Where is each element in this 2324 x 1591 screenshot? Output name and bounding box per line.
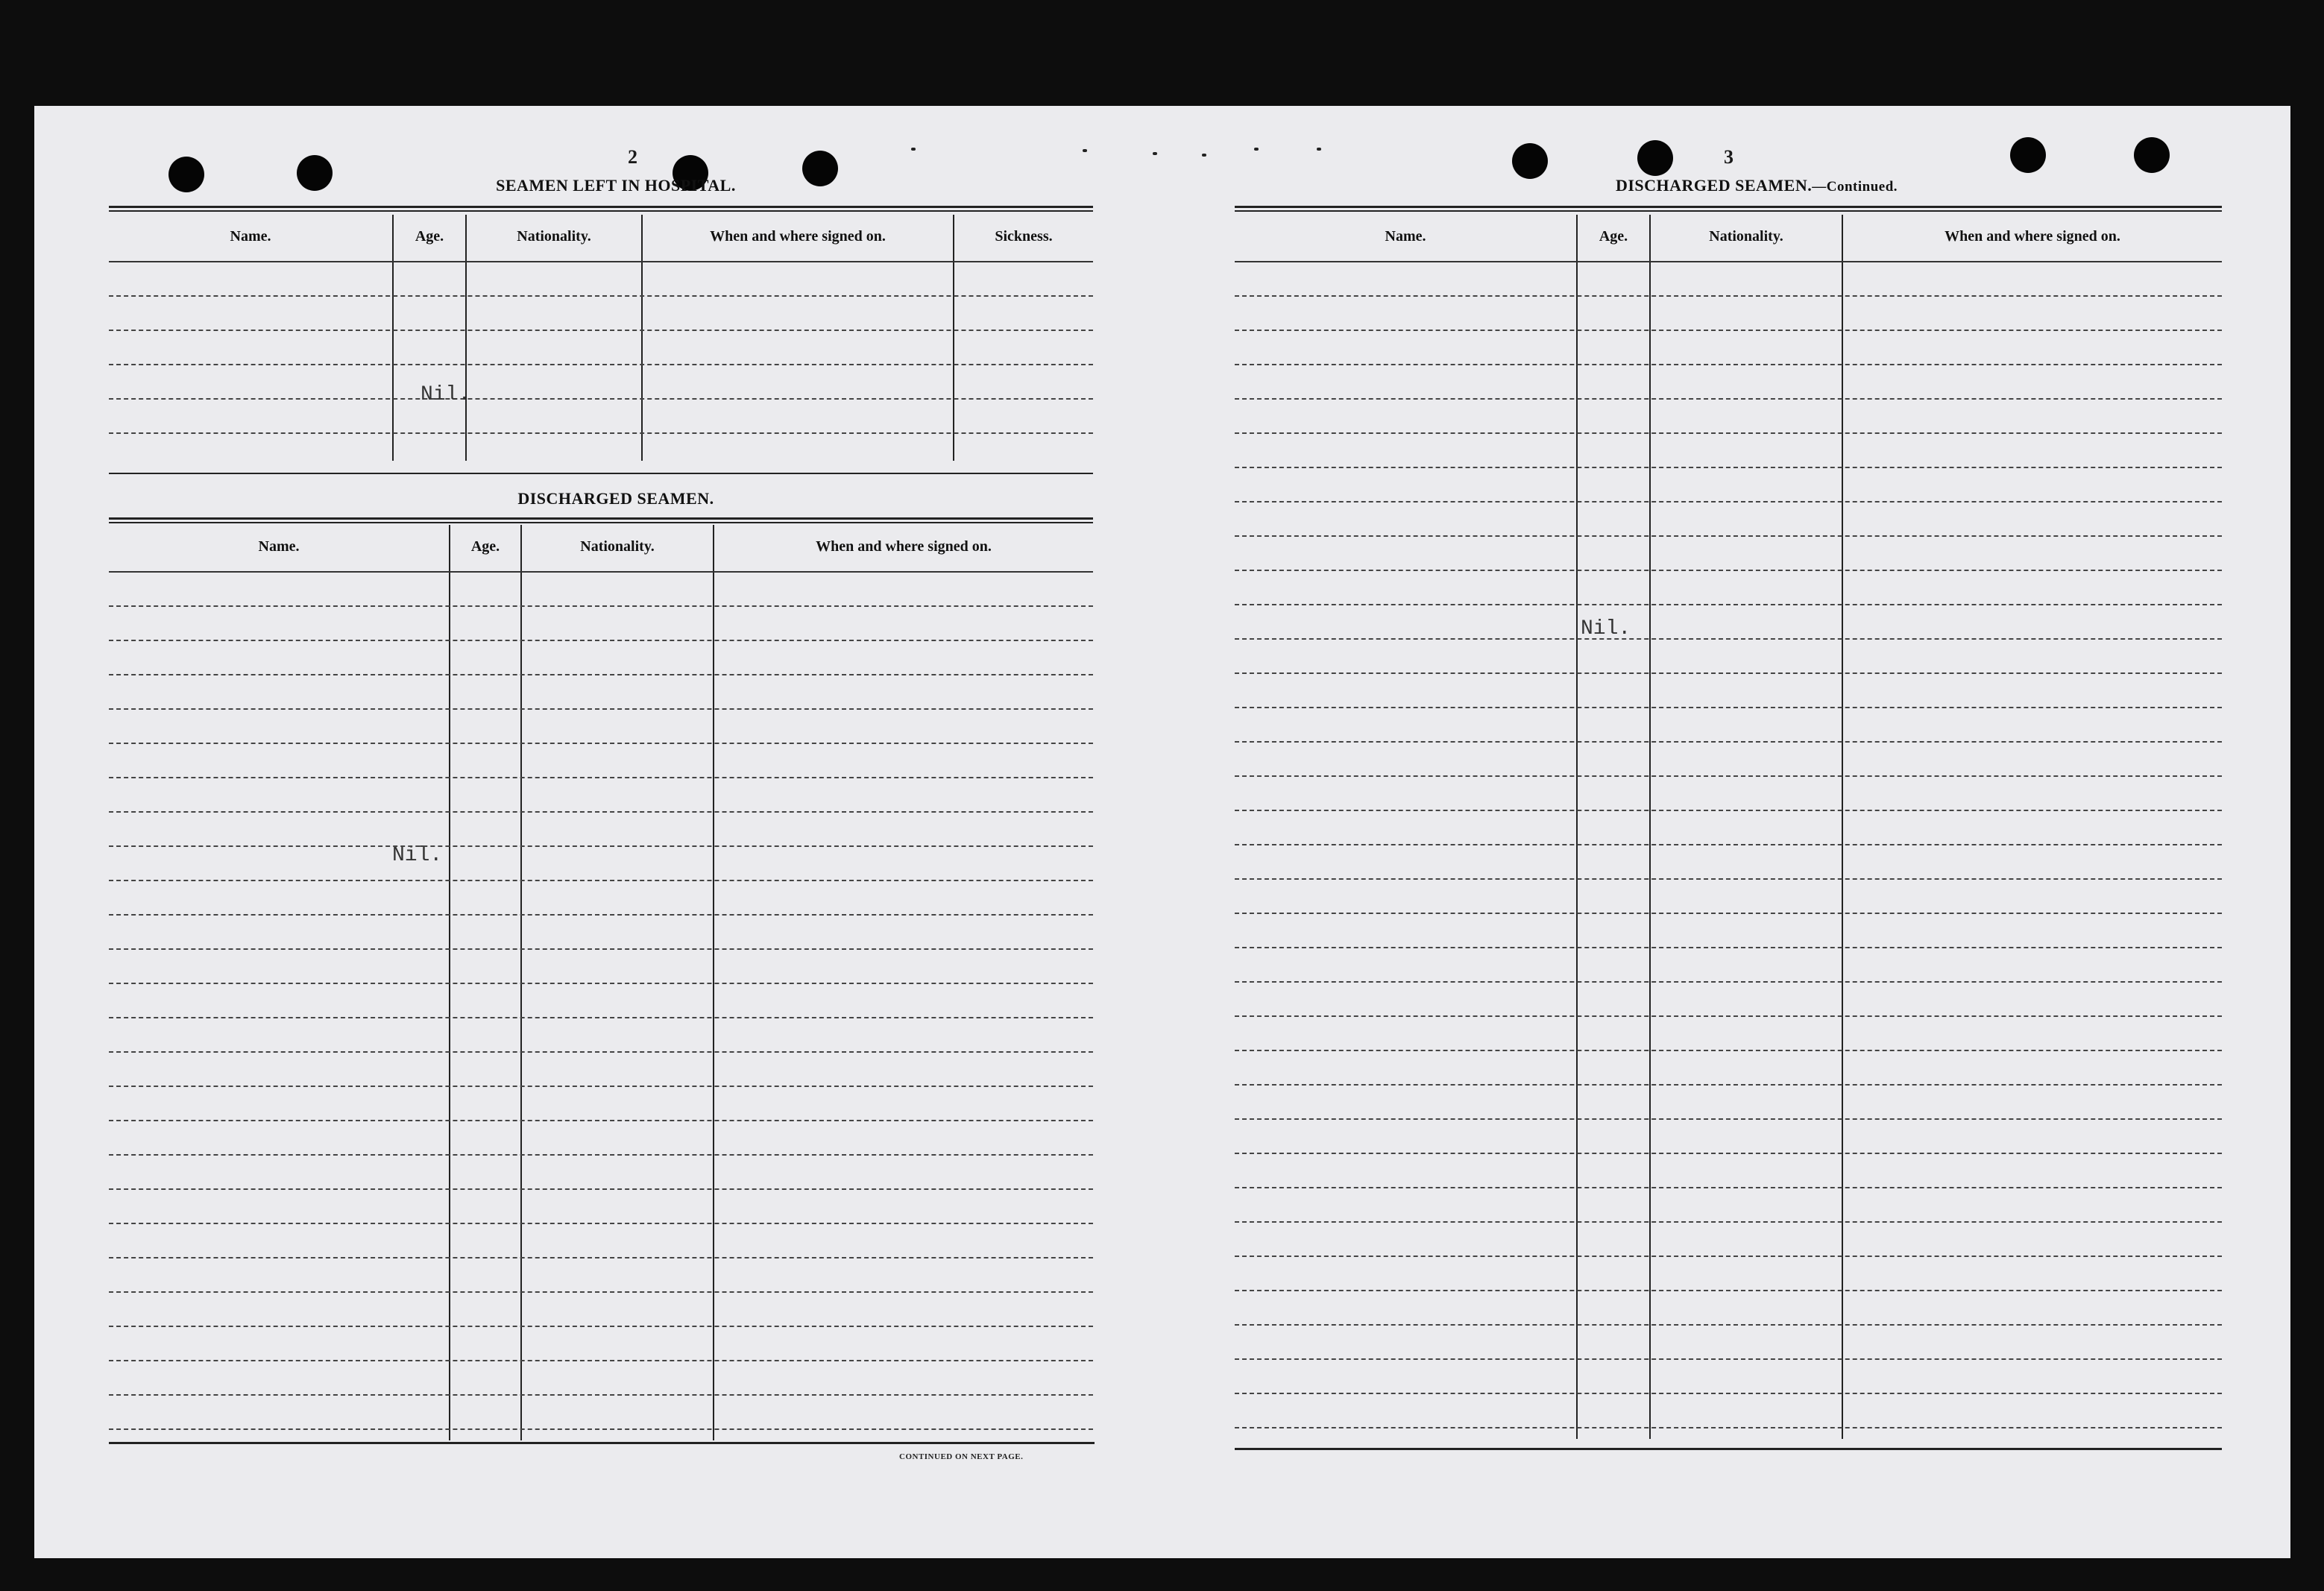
entry-line: [1235, 295, 2222, 297]
nil-entry: Nil.: [392, 844, 443, 867]
column-divider: [641, 215, 643, 461]
entry-line: [1235, 1427, 2222, 1428]
entry-line: [1235, 741, 2222, 743]
entry-line: [109, 432, 1093, 434]
entry-line: [1235, 844, 2222, 845]
section-title-text: DISCHARGED SEAMEN.: [1615, 176, 1813, 195]
header-rule: [1235, 261, 2222, 262]
entry-line: [109, 295, 1093, 297]
table-bottom-rule: [1235, 1448, 2222, 1450]
column-header-age: Age.: [1599, 228, 1628, 245]
entry-line: [109, 708, 1093, 710]
page-number: 2: [628, 146, 637, 168]
entry-line: [109, 605, 1093, 607]
left-page: [109, 106, 1108, 1558]
column-header-name: Name.: [230, 228, 271, 245]
section-rule: [109, 517, 1093, 523]
entry-line: [1235, 1393, 2222, 1394]
discharged-table: [109, 525, 1093, 1440]
entry-line: [109, 674, 1093, 675]
nil-entry: Nil.: [421, 383, 471, 406]
column-header-sickness: Sickness.: [995, 228, 1053, 245]
entry-line: [1235, 1187, 2222, 1188]
hospital-table: [109, 215, 1093, 461]
entry-line: [109, 811, 1093, 813]
entry-line: [109, 845, 1093, 847]
column-header-age: Age.: [470, 538, 500, 555]
entry-line: [109, 398, 1093, 400]
column-header-name: Name.: [1385, 228, 1426, 245]
entry-line: [1235, 707, 2222, 708]
entry-line: [109, 1394, 1093, 1396]
document-sheet: [34, 106, 2290, 1558]
entry-line: [109, 948, 1093, 950]
entry-line: [1235, 672, 2222, 674]
section-rule: [109, 473, 1093, 474]
column-divider: [465, 215, 467, 461]
entry-line: [1235, 638, 2222, 640]
entry-line: [109, 1223, 1093, 1224]
entry-line: [1235, 1050, 2222, 1051]
entry-line: [1235, 398, 2222, 400]
entry-line: [1235, 1084, 2222, 1086]
discharged-continued-table: [1235, 215, 2222, 1439]
entry-line: [109, 1120, 1093, 1121]
discharged-continued-title: [1525, 176, 1988, 195]
entry-line: [109, 743, 1093, 744]
column-divider: [953, 215, 954, 461]
section-rule: [109, 206, 1093, 212]
right-page: [1235, 106, 2271, 1558]
entry-line: [1235, 501, 2222, 502]
entry-line: [109, 1326, 1093, 1327]
entry-line: [1235, 604, 2222, 605]
column-divider: [392, 215, 394, 461]
entry-line: [1235, 810, 2222, 811]
entry-line: [109, 1291, 1093, 1293]
entry-line: [1235, 467, 2222, 468]
entry-line: [1235, 364, 2222, 365]
entry-line: [1235, 432, 2222, 434]
column-header-nationality: Nationality.: [580, 538, 655, 555]
entry-line: [109, 1086, 1093, 1087]
entry-line: [1235, 1256, 2222, 1257]
entry-line: [1235, 878, 2222, 880]
column-header-nationality: Nationality.: [1709, 228, 1783, 245]
page-number: 3: [1724, 146, 1733, 168]
entry-line: [1235, 981, 2222, 983]
entry-line: [109, 1428, 1093, 1430]
ink-speck: [1153, 152, 1157, 155]
ink-speck: [1202, 154, 1206, 157]
column-header-nationality: Nationality.: [517, 228, 591, 245]
entry-line: [109, 330, 1093, 331]
discharged-section-title: DISCHARGED SEAMEN.: [517, 489, 714, 508]
entry-line: [1235, 535, 2222, 537]
section-title-suffix: —Continued.: [1812, 179, 1898, 195]
hospital-section-title: SEAMEN LEFT IN HOSPITAL.: [496, 176, 736, 195]
column-header-signed-on: When and where signed on.: [1944, 228, 2120, 245]
entry-line: [109, 640, 1093, 641]
entry-line: [1235, 1358, 2222, 1360]
entry-line: [1235, 330, 2222, 331]
entry-line: [1235, 1118, 2222, 1120]
column-header-name: Name.: [258, 538, 300, 555]
entry-line: [1235, 775, 2222, 777]
column-header-signed-on: When and where signed on.: [816, 538, 992, 555]
entry-line: [109, 1188, 1093, 1190]
column-header-age: Age.: [415, 228, 444, 245]
column-header-signed-on: When and where signed on.: [710, 228, 886, 245]
entry-line: [1235, 913, 2222, 914]
entry-line: [109, 1360, 1093, 1361]
header-rule: [109, 261, 1093, 262]
entry-line: [109, 1017, 1093, 1018]
entry-line: [1235, 1290, 2222, 1291]
entry-line: [109, 914, 1093, 916]
entry-line: [109, 1154, 1093, 1156]
entry-line: [109, 1051, 1093, 1053]
entry-line: [1235, 947, 2222, 948]
entry-line: [1235, 1324, 2222, 1326]
continued-note: CONTINUED ON NEXT PAGE.: [899, 1452, 1024, 1461]
section-rule: [1235, 206, 2222, 212]
entry-line: [109, 777, 1093, 778]
nil-entry: Nil.: [1581, 617, 1631, 640]
entry-line: [109, 983, 1093, 984]
entry-line: [1235, 1015, 2222, 1017]
entry-line: [109, 880, 1093, 881]
entry-line: [109, 364, 1093, 365]
table-bottom-rule: [109, 1442, 1095, 1444]
entry-line: [1235, 1221, 2222, 1223]
entry-line: [1235, 1153, 2222, 1154]
entry-line: [109, 1257, 1093, 1258]
entry-line: [1235, 570, 2222, 571]
header-rule: [109, 571, 1093, 573]
